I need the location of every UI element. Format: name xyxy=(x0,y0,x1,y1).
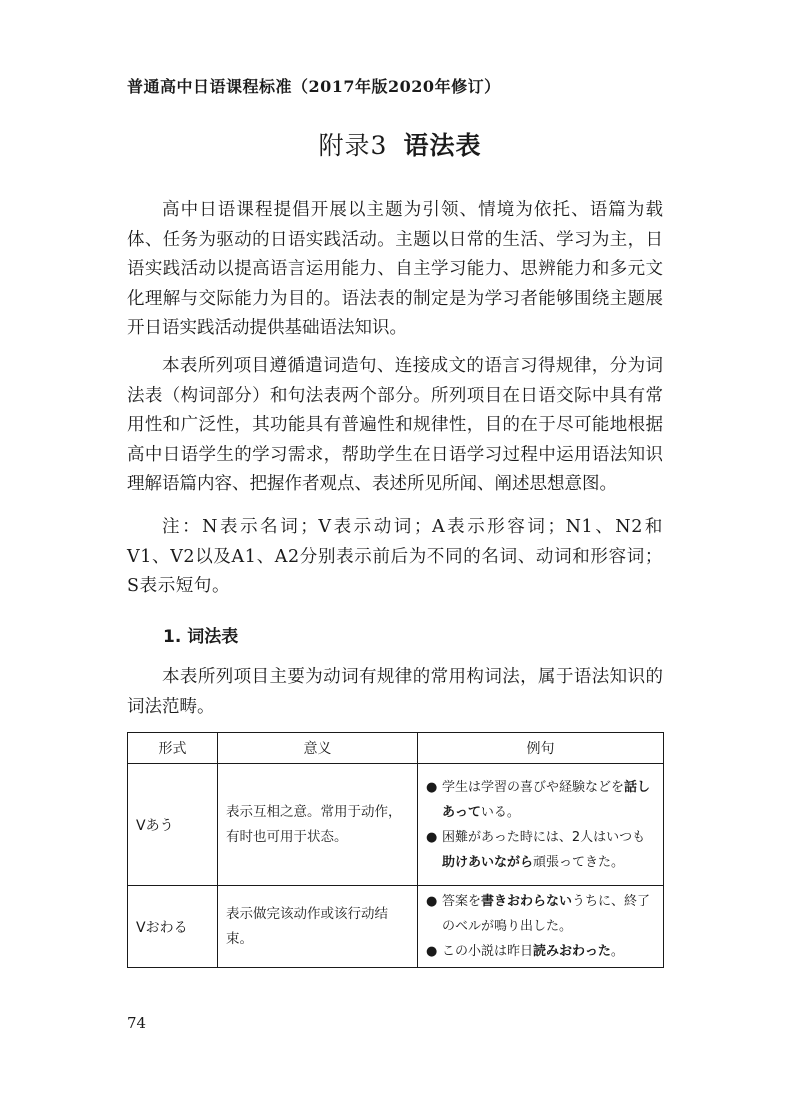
appendix-title xyxy=(0,126,800,162)
table-row xyxy=(128,764,664,886)
example-text: 困難があった時には、2人はいつも xyxy=(442,829,646,845)
meaning-cell: 表示做完该动作或该行动结束。 xyxy=(218,886,418,968)
examples-cell xyxy=(418,886,664,968)
bullet-icon: ● xyxy=(426,944,438,959)
appendix-number: 附录3 xyxy=(318,131,388,160)
example-text: この小説は昨日 xyxy=(442,944,534,959)
page-number: 74 xyxy=(127,1014,147,1032)
column-header-examples: 例句 xyxy=(418,733,664,764)
example-text: いる。 xyxy=(480,804,520,820)
example-text: 学生は学習の喜びや経験などを xyxy=(442,779,625,795)
example-list xyxy=(426,889,657,964)
example-list xyxy=(426,775,657,875)
example-highlight: 書きおわらない xyxy=(481,894,573,909)
example-sentence xyxy=(426,939,657,964)
example-text: 答案を xyxy=(442,894,482,909)
bullet-icon: ● xyxy=(426,829,438,845)
notation-note: 注：N表示名词；V表示动词；A表示形容词；N1、N2和V1、V2以及A1、A2分别表示前后为不同的名词、动词和形容词；S表示短句。 xyxy=(127,517,663,596)
example-sentence xyxy=(426,775,657,825)
appendix-name: 语法表 xyxy=(403,131,482,160)
column-header-form: 形式 xyxy=(128,733,218,764)
section-heading-lexical: 1. 词法表 xyxy=(163,627,239,647)
intro-paragraph-1: 高中日语课程提倡开展以主题为引领、情境为依托、语篇为载体、任务为驱动的日语实践活动。主题以日常的生活、学习为主，日语实践活动以提高语言运用能力、自主学习能力、思辨能力和多元文化理解与交际能力为目的。语法表的制定是为学习者能够围绕主题展开日语实践活动提供基础语法知识。 xyxy=(127,200,663,338)
example-highlight: 助けあいながら xyxy=(442,854,534,870)
table-row xyxy=(128,886,664,968)
bullet-icon: ● xyxy=(426,894,438,909)
example-highlight: 読みおわった xyxy=(533,944,611,959)
running-header: 普通高中日语课程标准（2017年版2020年修订） xyxy=(127,77,501,96)
meaning-cell: 表示互相之意。常用于动作，有时也可用于状态。 xyxy=(218,764,418,886)
form-cell: Vおわる xyxy=(128,886,218,968)
column-header-meaning: 意义 xyxy=(218,733,418,764)
examples-cell xyxy=(418,764,664,886)
intro-paragraph-2: 本表所列项目遵循遣词造句、连接成文的语言习得规律，分为词法表（构词部分）和句法表两个部分。所列项目在日语交际中具有常用性和广泛性，其功能具有普遍性和规律性，目的在于尽可能地根据高中日语学生的学习需求，帮助学生在日语学习过程中运用语法知识理解语篇内容、把握作者观点、表述所见所闻、阐述思想意图。 xyxy=(127,356,663,494)
example-text: うちに、終了のベルが鳴り出した。 xyxy=(442,894,651,934)
section-intro-paragraph: 本表所列项目主要为动词有规律的常用构词法，属于语法知识的词法范畴。 xyxy=(127,667,663,717)
example-sentence xyxy=(426,825,657,875)
bullet-icon: ● xyxy=(426,779,438,795)
example-sentence xyxy=(426,889,657,939)
example-text: 頑張ってきた。 xyxy=(533,854,625,870)
table-header-row xyxy=(128,733,664,764)
example-text: 。 xyxy=(610,944,624,959)
form-cell: Vあう xyxy=(128,764,218,886)
lexical-grammar-table xyxy=(127,732,664,968)
example-highlight: 話しあって xyxy=(442,779,651,820)
